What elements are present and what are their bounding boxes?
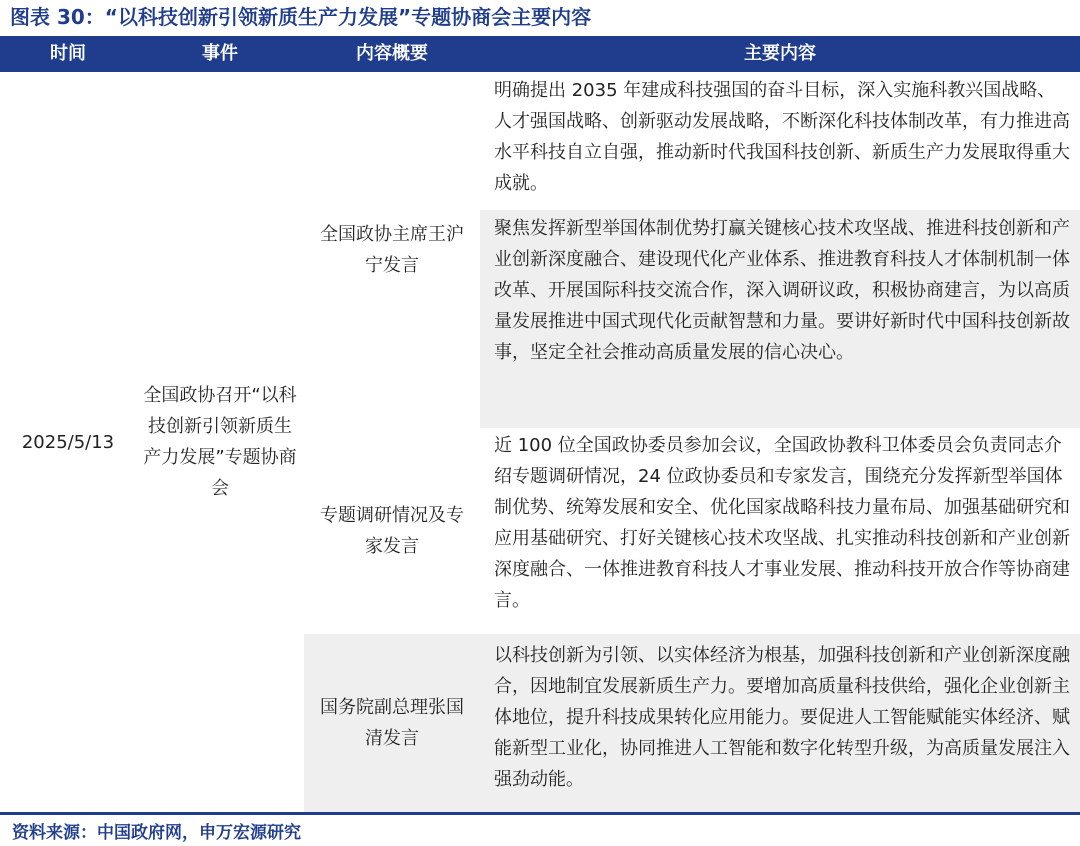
table-header (0, 36, 1080, 72)
date-text: 2025/5/13 (21, 431, 115, 453)
summary-cell-1 (308, 72, 476, 428)
header-time: 时间 (50, 43, 86, 64)
content-cell-3 (480, 428, 1080, 634)
content-text-4: 以科技创新为引领、以实体经济为根基，加强科技创新和产业创新深度融合，因地制宜发展新质生产力。要增加高质量科技供给，强化企业创新主体地位，提升科技成果转化应用能力。要促进人工智能赋能实体经济、赋能新型工业化，协同推进人工智能和数字化转型升级，为高质量发展注入强劲动能。 (494, 645, 1070, 790)
header-main-content: 主要内容 (744, 43, 816, 64)
figure-title: 图表 30：“以科技创新引领新质生产力发展”专题协商会主要内容 (10, 5, 592, 29)
summary-text-3: 国务院副总理张国清发言 (320, 697, 464, 749)
header-summary: 内容概要 (356, 43, 428, 64)
summary-text-1: 全国政协主席王沪宁发言 (320, 224, 464, 276)
summary-cell-3 (304, 634, 480, 812)
content-cell-1 (480, 75, 1080, 209)
summary-cell-2 (308, 428, 476, 634)
content-text-2: 聚焦发挥新型举国体制优势打赢关键核心技术攻坚战、推进科技创新和产业创新深度融合、建设现代化产业体系、推进教育科技人才体制机制一体改革、开展国际科技交流合作，深入调研议政，积极协商建言，为以高质量发展推进中国式现代化贡献智慧和力量。要讲好新时代中国科技创新故事，坚定全社会推动高质量发展的信心决心。 (494, 218, 1070, 363)
content-text-1: 明确提出 2035 年建成科技强国的奋斗目标，深入实施科教兴国战略、人才强国战略、创新驱动发展战略，不断深化科技体制改革，有力推进高水平科技自立自强，推动新时代我国科技创新、新质生产力发展取得重大成就。 (494, 80, 1070, 194)
footer-divider (0, 812, 1080, 815)
summary-text-2: 专题调研情况及专家发言 (320, 505, 464, 557)
source-note: 资料来源：中国政府网，申万宏源研究 (12, 823, 301, 843)
header-event: 事件 (202, 43, 238, 64)
event-text: 全国政协召开“以科技创新引领新质生产力发展”专题协商会 (143, 385, 297, 499)
content-cell-4 (480, 634, 1080, 812)
content-text-3: 近 100 位全国政协委员参加会议，全国政协教科卫体委员会负责同志介绍专题调研情况，24 位政协委员和专家发言，围绕充分发挥新型举国体制优势、统筹发展和安全、优化国家战略科技力量布局、加强基础研究和应用基础研究、打好关键核心技术攻坚战、扎实推动科技创新和产业创新深度融合、一体推进教育科技人才事业发展、推动科技开放合作等协商建言。 (494, 435, 1070, 611)
event-cell (140, 72, 300, 812)
date-cell (0, 72, 136, 812)
content-cell-2 (480, 210, 1080, 428)
